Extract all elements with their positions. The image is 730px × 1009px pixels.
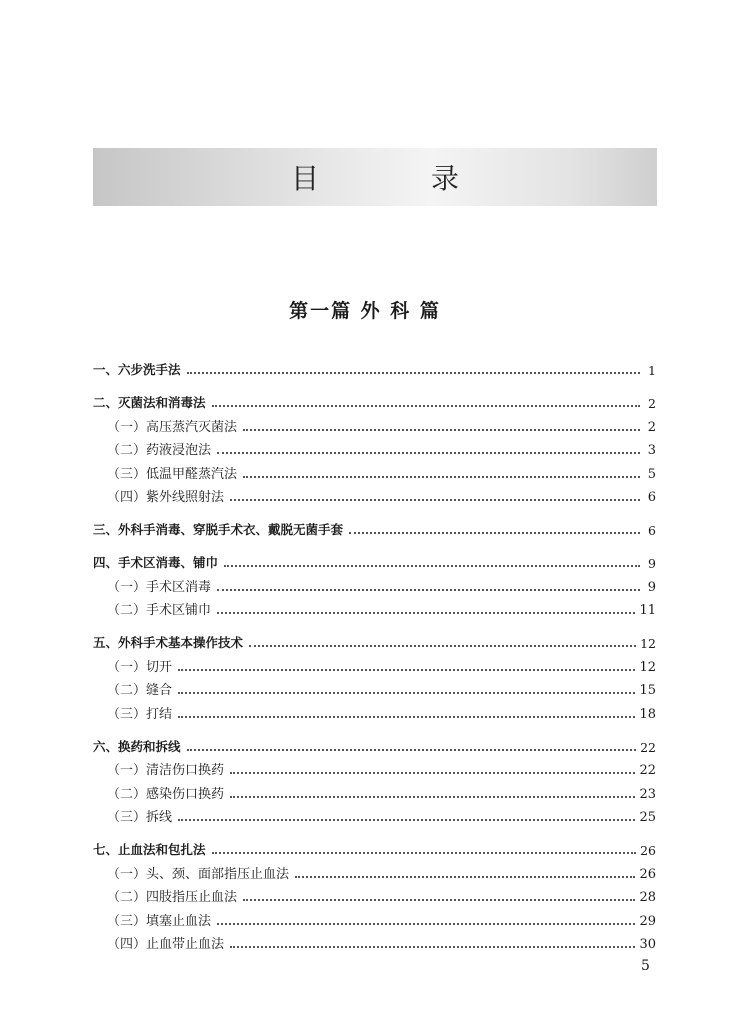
toc-entry-label: （二）药液浸泡法 (107, 443, 212, 458)
toc-entry-page: 2 (648, 396, 656, 411)
toc-entry-page: 30 (639, 937, 656, 952)
toc-section-entry[interactable] (93, 545, 656, 571)
toc-entry-label: （四）紫外线照射法 (107, 490, 225, 505)
toc-subsection-entry[interactable] (93, 905, 656, 929)
toc-title-banner (93, 148, 657, 206)
dot-leader (217, 589, 640, 591)
dot-leader (224, 565, 640, 567)
dot-leader (178, 692, 635, 694)
toc-entry-label: （一）切开 (107, 659, 173, 675)
toc-entry-label: （一）清洁伤口换药 (107, 763, 225, 778)
toc-section-entry[interactable] (93, 729, 656, 755)
toc-section-entry[interactable] (93, 512, 656, 538)
toc-subsection-entry[interactable] (93, 411, 656, 435)
toc-subsection-entry[interactable] (93, 571, 656, 595)
toc-entry-label: 二、灭菌法和消毒法 (93, 395, 206, 410)
toc-subsection-entry[interactable] (93, 755, 656, 779)
dot-leader (212, 405, 640, 407)
toc-entry-page: 26 (640, 843, 656, 858)
toc-entry-page: 22 (639, 763, 656, 778)
dot-leader (243, 899, 635, 901)
toc-entry-page: 29 (639, 913, 656, 929)
toc-entry-page: 9 (647, 579, 656, 595)
toc-entry-label: （四）止血带止血法 (107, 937, 225, 952)
toc-entry-page: 1 (648, 363, 656, 378)
dot-leader (230, 796, 635, 798)
toc-entry-page: 26 (639, 866, 656, 882)
toc-entry-label: 七、止血法和包扎法 (93, 842, 206, 857)
toc-entry-page: 3 (647, 443, 656, 458)
toc-subsection-entry[interactable] (93, 802, 656, 826)
toc-entry-label: （二）缝合 (107, 683, 173, 698)
toc-entry-page: 6 (648, 523, 656, 538)
dot-leader (349, 532, 640, 534)
toc-subsection-entry[interactable] (93, 595, 656, 619)
dot-leader (230, 499, 640, 501)
toc-entry-label: 一、六步洗手法 (93, 362, 181, 377)
dot-leader (212, 852, 637, 854)
toc-entry-page: 12 (639, 659, 656, 675)
toc-section-entry[interactable] (93, 832, 656, 858)
toc-entry-label: （三）低温甲醛蒸汽法 (107, 466, 238, 482)
toc-entry-label: 五、外科手术基本操作技术 (93, 635, 244, 650)
toc-entry-page: 5 (647, 466, 656, 482)
toc-entry-page: 12 (640, 636, 656, 651)
dot-leader (187, 372, 640, 374)
toc-entry-label: （二）感染伤口换药 (107, 786, 225, 802)
toc-entry-label: （二）手术区铺巾 (107, 603, 212, 618)
toc-subsection-entry[interactable] (93, 778, 656, 802)
toc-entry-page: 28 (639, 890, 656, 905)
dot-leader (187, 749, 637, 751)
page-number: 5 (641, 958, 650, 974)
toc-subsection-entry[interactable] (93, 882, 656, 906)
dot-leader (243, 429, 640, 431)
toc-subsection-entry[interactable] (93, 675, 656, 699)
toc-entry-label: 四、手术区消毒、铺巾 (93, 555, 219, 570)
toc-section-entry[interactable] (93, 625, 656, 651)
toc-subsection-entry[interactable] (93, 858, 656, 882)
toc-entry-label: （二）四肢指压止血法 (107, 890, 238, 905)
dot-leader (243, 476, 640, 478)
part-title: 第一篇 外 科 篇 (289, 300, 441, 322)
toc-entry-label: （三）填塞止血法 (107, 913, 212, 929)
toc-entry-page: 15 (639, 683, 656, 698)
table-of-contents (93, 352, 656, 952)
toc-entry-label: （一）头、颈、面部指压止血法 (107, 866, 290, 882)
dot-leader (217, 452, 640, 454)
toc-entry-label: （三）打结 (107, 706, 173, 722)
toc-section-entry[interactable] (93, 352, 656, 378)
toc-entry-page: 9 (648, 556, 656, 571)
toc-entry-page: 25 (639, 810, 656, 825)
dot-leader (217, 612, 635, 614)
toc-subsection-entry[interactable] (93, 435, 656, 459)
dot-leader (249, 645, 636, 647)
toc-entry-label: （一）高压蒸汽灭菌法 (107, 419, 238, 435)
toc-entry-page: 22 (640, 739, 656, 755)
toc-entry-page: 2 (647, 419, 656, 435)
dot-leader (178, 819, 635, 821)
toc-subsection-entry[interactable] (93, 929, 656, 953)
dot-leader (230, 772, 635, 774)
dot-leader (230, 946, 635, 948)
dot-leader (178, 669, 635, 671)
toc-subsection-entry[interactable] (93, 458, 656, 482)
dot-leader (217, 923, 635, 925)
toc-entry-label: 三、外科手消毒、穿脱手术衣、戴脱无菌手套 (93, 522, 344, 537)
toc-entry-page: 18 (639, 706, 656, 722)
toc-subsection-entry[interactable] (93, 651, 656, 675)
toc-entry-page: 11 (639, 603, 656, 618)
toc-subsection-entry[interactable] (93, 698, 656, 722)
toc-section-entry[interactable] (93, 385, 656, 411)
dot-leader (295, 876, 635, 878)
toc-entry-label: （三）拆线 (107, 810, 173, 825)
toc-entry-label: 六、换药和拆线 (93, 738, 181, 754)
toc-entry-page: 23 (639, 786, 656, 802)
toc-entry-page: 6 (647, 490, 656, 505)
toc-entry-label: （一）手术区消毒 (107, 579, 212, 595)
toc-subsection-entry[interactable] (93, 482, 656, 506)
toc-title: 目 录 (290, 162, 501, 195)
dot-leader (178, 716, 635, 718)
